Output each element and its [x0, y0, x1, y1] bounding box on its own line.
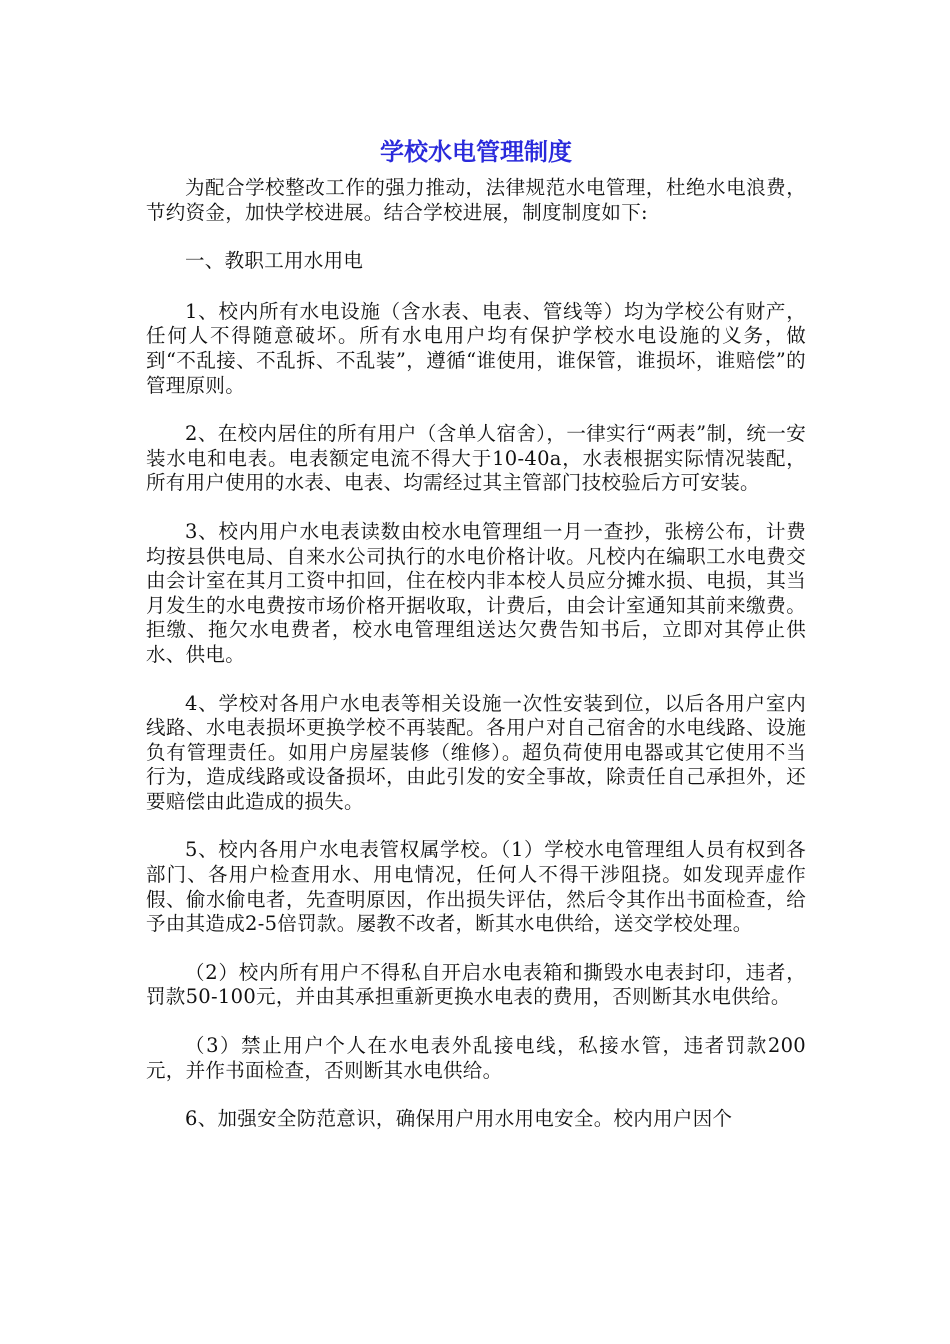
paragraph-1: 1、校内所有水电设施（含水表、电表、管线等）均为学校公有财产，任何人不得随意破坏。所有水电用户均有保护学校水电设施的义务，做到“不乱接、不乱拆、不乱装”，遵循“谁使用，谁保管，谁损坏，谁赔偿”的管理原则。: [146, 299, 806, 397]
intro-paragraph: 为配合学校整改工作的强力推动，法律规范水电管理，杜绝水电浪费，节约资金，加快学校进展。结合学校进展，制度制度如下:: [146, 176, 806, 224]
paragraph-4: 4、学校对各用户水电表等相关设施一次性安装到位，以后各用户室内线路、水电表损坏更换学校不再装配。各用户对自己宿舍的水电线路、设施负有管理责任。如用户房屋装修（维修）。超负荷使用电器或其它使用不当行为，造成线路或设备损坏，由此引发的安全事故，除责任自己承担外，还要赔偿由此造成的损失。: [146, 691, 806, 813]
paragraph-5-2: （2）校内所有用户不得私自开启水电表箱和撕毁水电表封印，违者，罚款50-100元，并由其承担重新更换水电表的费用，否则断其水电供给。: [146, 960, 806, 1009]
paragraph-2: 2、在校内居住的所有用户（含单人宿舍），一律实行“两表”制，统一安装水电和电表。电表额定电流不得大于10-40a，水表根据实际情况装配，所有用户使用的水表、电表、均需经过其主管部门技校验后方可安装。: [146, 422, 806, 495]
document-title: 学校水电管理制度: [380, 138, 572, 166]
paragraph-6: 6、加强安全防范意识，确保用户用水用电安全。校内用户因个: [185, 1107, 733, 1131]
paragraph-5: 5、校内各用户水电表管权属学校。（1）学校水电管理组人员有权到各部门、各用户检查用水、用电情况，任何人不得干涉阻挠。如发现弄虚作假、偷水偷电者，先查明原因，作出损失评估，然后令其作出书面检查，给予由其造成2-5倍罚款。屡教不改者，断其水电供给，送交学校处理。: [146, 838, 806, 936]
paragraph-3: 3、校内用户水电表读数由校水电管理组一月一查抄，张榜公布，计费均按县供电局、自来水公司执行的水电价格计收。凡校内在编职工水电费交由会计室在其月工资中扣回，住在校内非本校人员应分摊水损、电损，其当月发生的水电费按市场价格开据收取，计费后，由会计室通知其前来缴费。拒缴、拖欠水电费者，校水电管理组送达欠费告知书后，立即对其停止供水、供电。: [146, 519, 806, 666]
document-page: [146, 128, 806, 1156]
paragraph-5-3: （3）禁止用户个人在水电表外乱接电线，私接水管，违者罚款200元，并作书面检查，否则断其水电供给。: [146, 1034, 806, 1082]
section-heading: 一、教职工用水用电: [185, 249, 364, 273]
